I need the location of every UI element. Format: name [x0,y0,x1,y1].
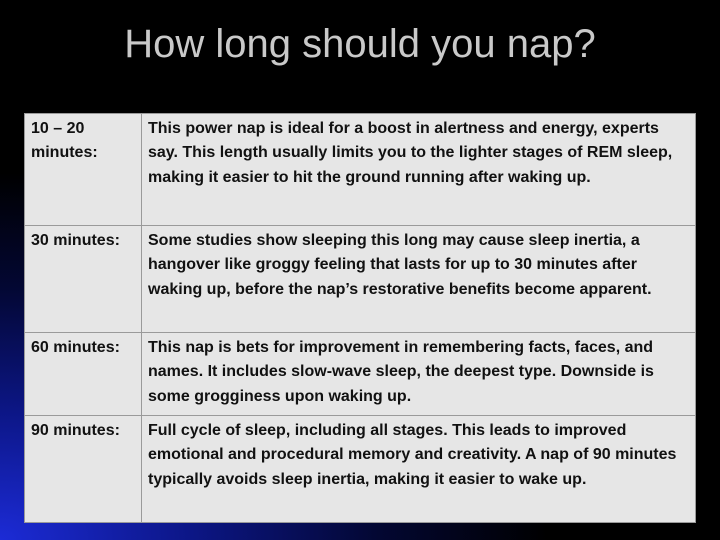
duration-cell: 60 minutes: [25,333,142,416]
table-row [25,333,696,416]
duration-cell: 10 – 20 minutes: [25,114,142,226]
slide-title: How long should you nap? [124,22,596,66]
table-row [25,114,696,226]
description-cell: This power nap is ideal for a boost in alertness and energy, experts say. This length usually limits you to the lighter stages of REM sleep, making it easier to hit the ground running after waking up. [142,114,696,226]
description-cell: Some studies show sleeping this long may cause sleep inertia, a hangover like groggy feeling that lasts for up to 30 minutes after waking up, before the nap’s restorative benefits become apparent. [142,226,696,333]
description-cell: This nap is bets for improvement in remembering facts, faces, and names. It includes slow-wave sleep, the deepest type. Downside is some grogginess upon waking up. [142,333,696,416]
table-row [25,226,696,333]
nap-duration-table [24,113,696,523]
duration-cell: 90 minutes: [25,416,142,523]
table-row [25,416,696,523]
description-cell: Full cycle of sleep, including all stages. This leads to improved emotional and procedural memory and creativity. A nap of 90 minutes typically avoids sleep inertia, making it easier to wake up. [142,416,696,523]
duration-cell: 30 minutes: [25,226,142,333]
